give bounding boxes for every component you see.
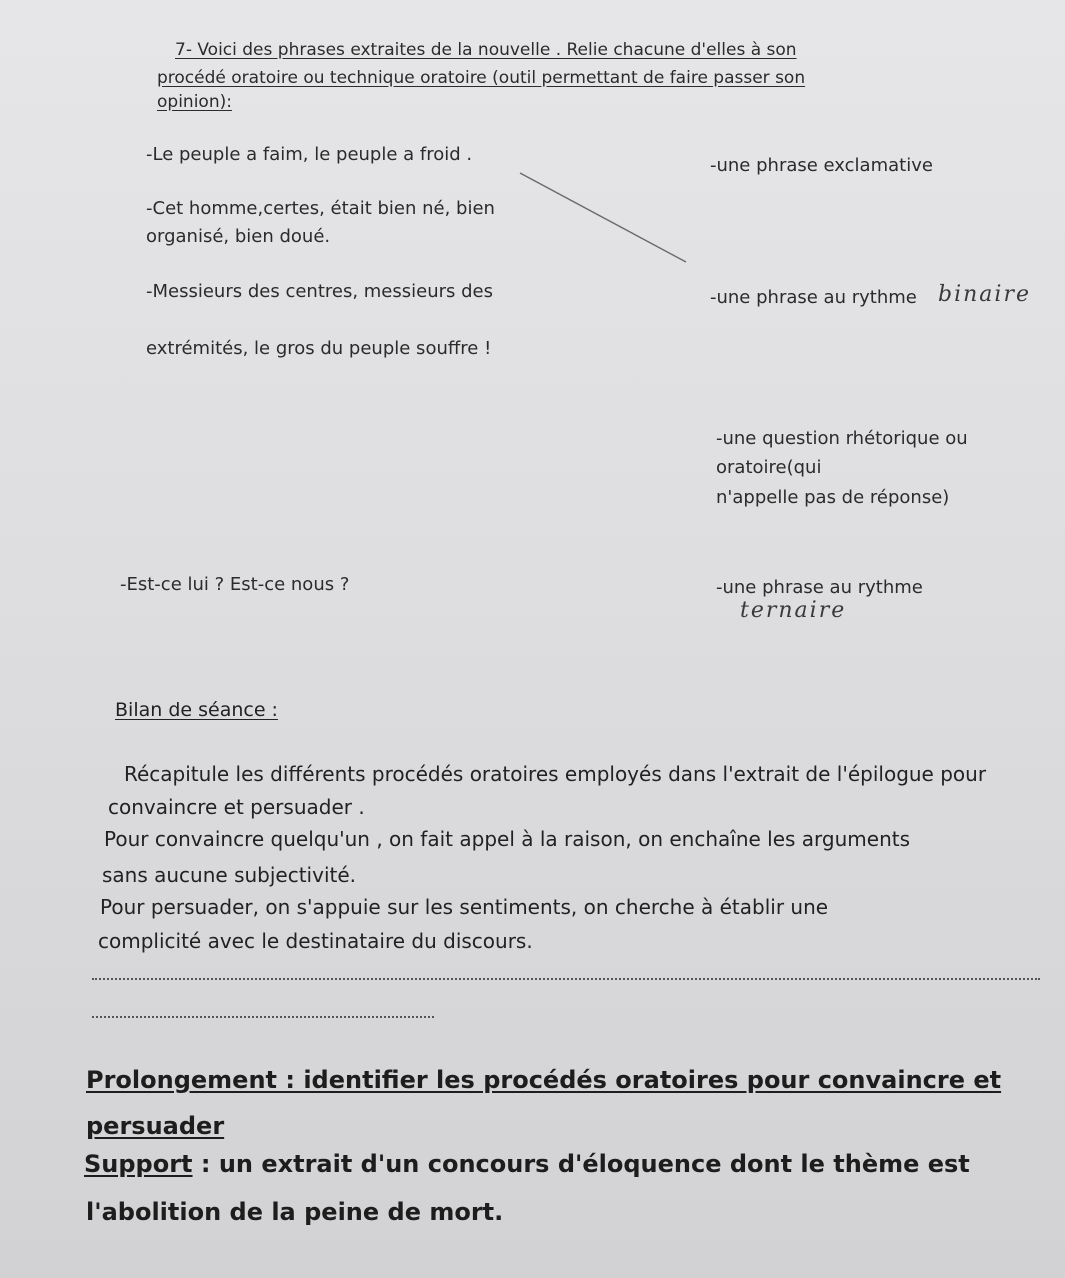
- sentence-1: -Le peuple a faim, le peuple a froid .: [146, 144, 473, 165]
- bilan-p2-line-2: sans aucune subjectivité.: [102, 863, 357, 887]
- question-line-3: opinion):: [157, 92, 232, 112]
- sentence-4: -Est-ce lui ? Est-ce nous ?: [120, 574, 350, 595]
- prolongement-line-1: Prolongement : identifier les procédés oratoires pour convaincre et: [86, 1066, 1002, 1094]
- dotted-answer-line-2: [92, 1016, 434, 1018]
- support-line: [84, 1150, 970, 1178]
- prolongement-line-2: persuader: [86, 1112, 225, 1140]
- bilan-p1-line-2: convaincre et persuader .: [108, 795, 365, 819]
- choice-exclamative: -une phrase exclamative: [710, 155, 933, 176]
- handwritten-binaire: binaire: [938, 282, 1031, 307]
- bilan-heading: Bilan de séance :: [115, 699, 278, 721]
- dotted-answer-line-1: [92, 978, 1040, 980]
- bilan-p1-line-1: Récapitule les différents procédés oratoires employés dans l'extrait de l'épilogue pour: [124, 762, 987, 786]
- question-line-1: 7- Voici des phrases extraites de la nouvelle . Relie chacune d'elles à son: [175, 40, 797, 60]
- support-label: Support: [84, 1150, 193, 1178]
- question-line-2: procédé oratoire ou technique oratoire (outil permettant de faire passer son: [157, 68, 806, 88]
- bilan-p3-line-1: Pour persuader, on s'appuie sur les sentiments, on cherche à établir une: [100, 895, 829, 919]
- choice-rythme-ternaire: -une phrase au rythme: [716, 577, 923, 598]
- choice-question-line-2: oratoire(qui: [716, 457, 822, 478]
- sentence-3-line-1: -Messieurs des centres, messieurs des: [146, 281, 494, 302]
- bilan-p3-line-2: complicité avec le destinataire du discours.: [98, 929, 533, 953]
- prolongement-line-4: l'abolition de la peine de mort.: [86, 1198, 504, 1226]
- choice-question-line-3: n'appelle pas de réponse): [716, 487, 950, 508]
- matching-line-stroke: [520, 173, 686, 262]
- bilan-p2-line-1: Pour convaincre quelqu'un , on fait appel à la raison, on enchaîne les arguments: [104, 827, 911, 851]
- support-text: : un extrait d'un concours d'éloquence dont le thème est: [192, 1150, 970, 1178]
- sentence-3-line-2: extrémités, le gros du peuple souffre !: [146, 338, 492, 359]
- sentence-2-line-1: -Cet homme,certes, était bien né, bien: [146, 198, 495, 219]
- choice-rythme-binaire: -une phrase au rythme: [710, 287, 917, 308]
- sentence-2-line-2: organisé, bien doué.: [146, 226, 331, 247]
- handwritten-ternaire: ternaire: [740, 598, 847, 623]
- choice-question-line-1: -une question rhétorique ou: [716, 428, 968, 449]
